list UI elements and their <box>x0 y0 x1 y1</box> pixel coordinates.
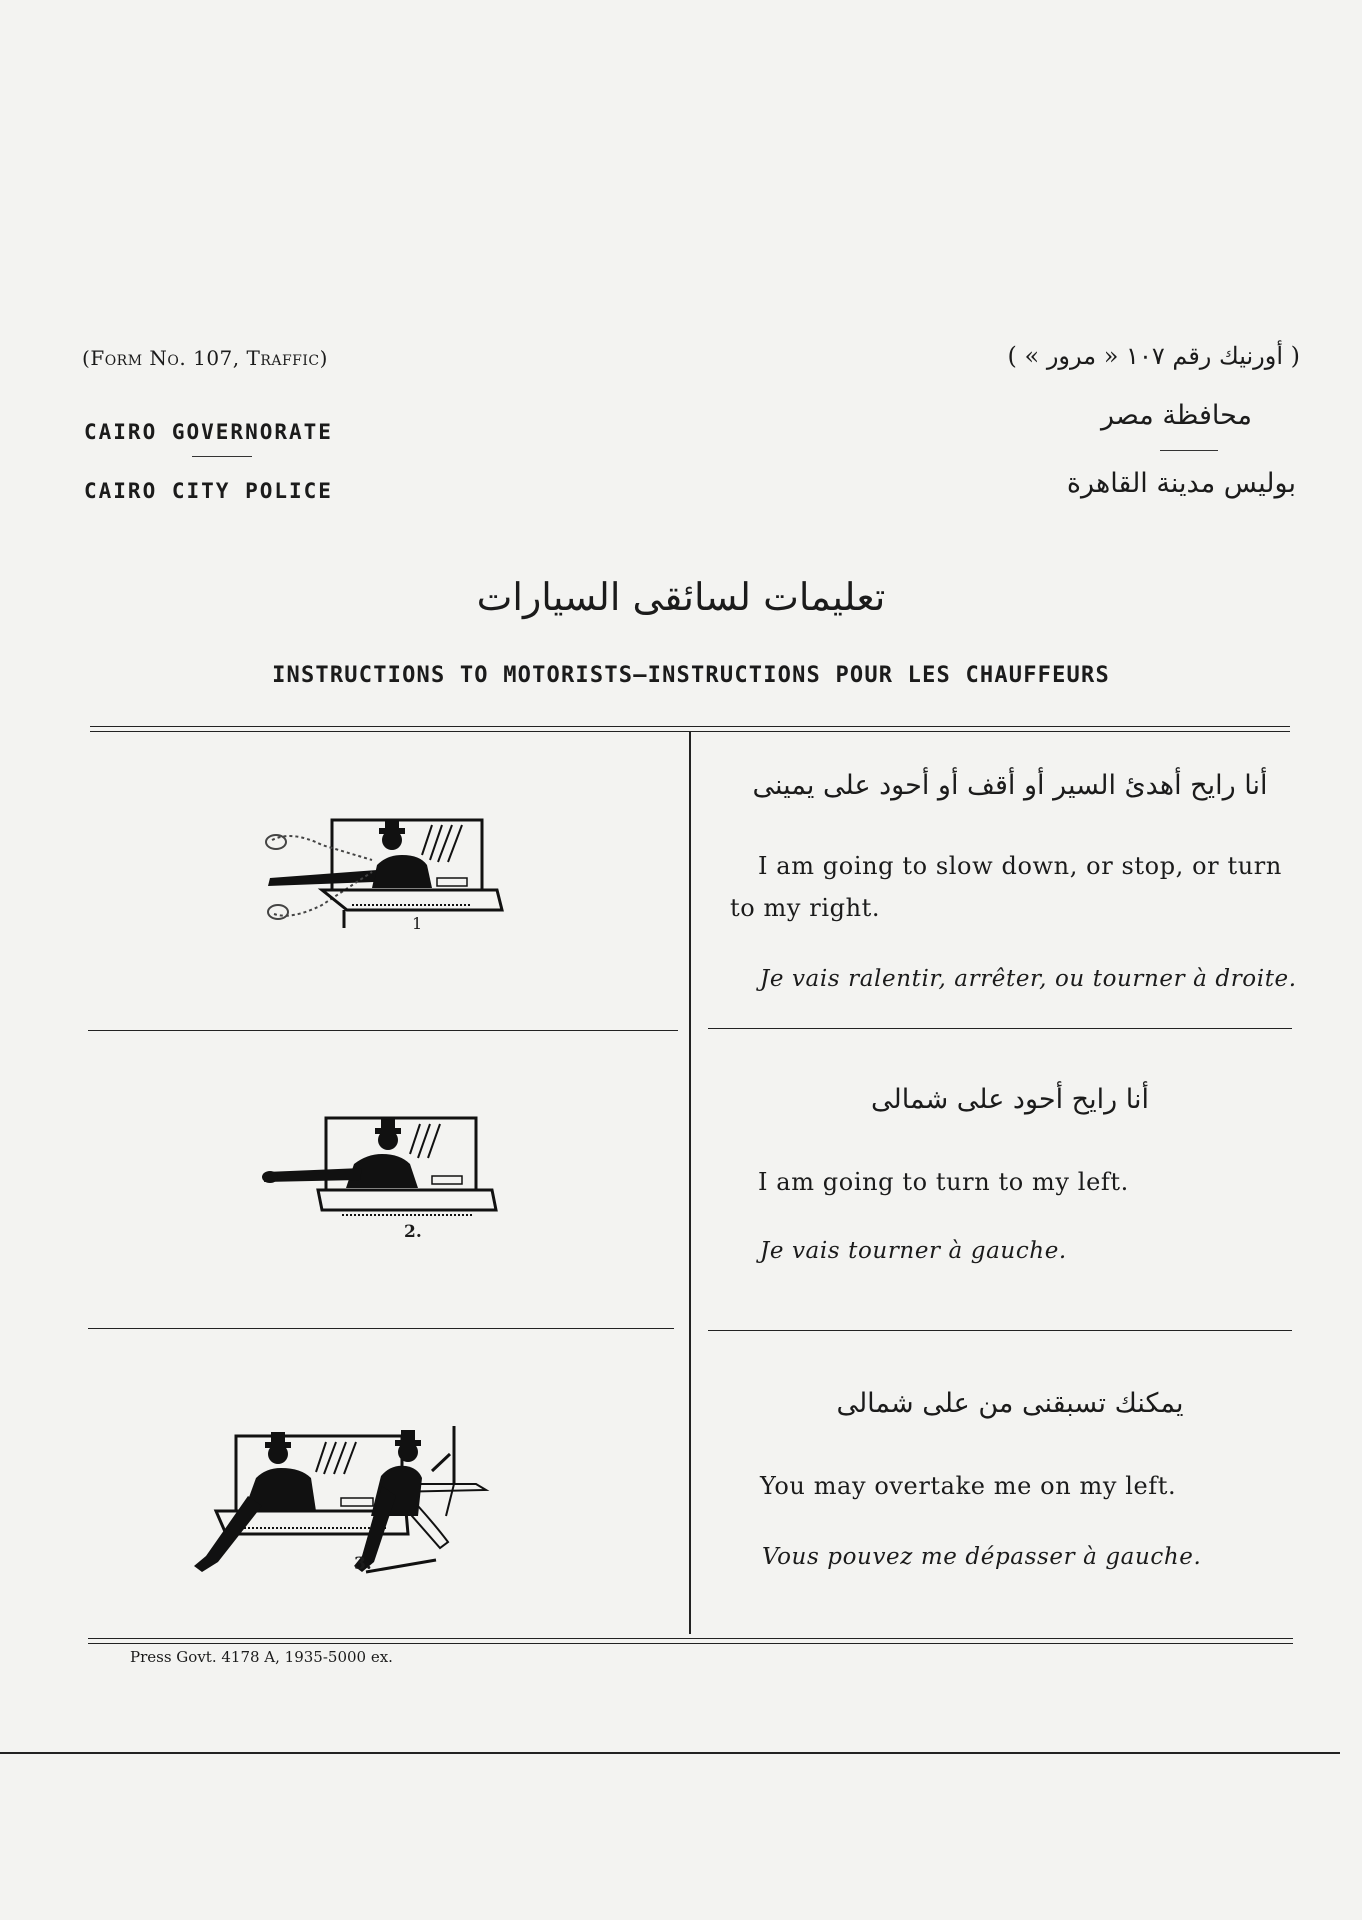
title-arabic: تعليمات لسائقى السيارات <box>476 575 886 619</box>
signal-1-arabic: أنا رايح أهدئ السير أو أقف أو أحود على يمينى <box>752 770 1268 801</box>
driver-waving-forward-icon <box>186 1416 576 1586</box>
table-bottom-rule <box>88 1638 1293 1644</box>
table-column-divider <box>689 732 691 1634</box>
row-divider-right-2 <box>708 1330 1292 1331</box>
row-divider-right-1 <box>708 1028 1292 1029</box>
signal-3-number: 3. <box>354 1554 372 1574</box>
header-divider-en <box>192 456 252 457</box>
form-number-ar: ( أورنيك رقم ١٠٧ « مرور » ) <box>1007 342 1300 370</box>
signal-1-number: 1 <box>412 914 423 933</box>
signal-1-english-line1: I am going to slow down, or stop, or turn <box>758 852 1282 880</box>
signal-3-arabic: يمكنك تسبقنى من على شمالى <box>836 1388 1184 1419</box>
governorate-ar: محافظة مصر <box>1100 400 1252 431</box>
signal-2-arabic: أنا رايح أحود على شمالى <box>871 1084 1149 1115</box>
signal-3-french: Vous pouvez me dépasser à gauche. <box>762 1544 1202 1570</box>
form-number-en: (Form No. 107, Traffic) <box>82 346 328 370</box>
page-bottom-line <box>0 1752 1340 1754</box>
title-english-french: INSTRUCTIONS TO MOTORISTS—INSTRUCTIONS POUR LES CHAUFFEURS <box>272 663 1110 688</box>
signal-1-illustration <box>262 810 512 940</box>
signal-3-english: You may overtake me on my left. <box>760 1472 1177 1500</box>
signal-3-illustration <box>186 1416 576 1586</box>
signal-1-english-line2: to my right. <box>730 894 881 922</box>
governorate-en: CAIRO GOVERNORATE <box>84 420 333 444</box>
signal-1-french: Je vais ralentir, arrêter, ou tourner à droite. <box>760 966 1297 992</box>
driver-arm-straight-out-icon <box>262 1110 502 1250</box>
printer-imprint: Press Govt. 4178 A, 1935-5000 ex. <box>130 1648 393 1666</box>
signal-2-number: 2. <box>404 1222 422 1242</box>
police-en: CAIRO CITY POLICE <box>84 479 333 503</box>
signal-2-french: Je vais tourner à gauche. <box>760 1238 1067 1264</box>
driver-arm-out-waving-icon <box>262 810 512 940</box>
signal-2-illustration <box>262 1110 502 1250</box>
row-divider-left-2 <box>88 1328 674 1329</box>
header-divider-ar <box>1160 450 1218 451</box>
signal-2-english: I am going to turn to my left. <box>758 1168 1129 1196</box>
police-ar: بوليس مدينة القاهرة <box>1066 468 1296 499</box>
row-divider-left-1 <box>88 1030 678 1031</box>
